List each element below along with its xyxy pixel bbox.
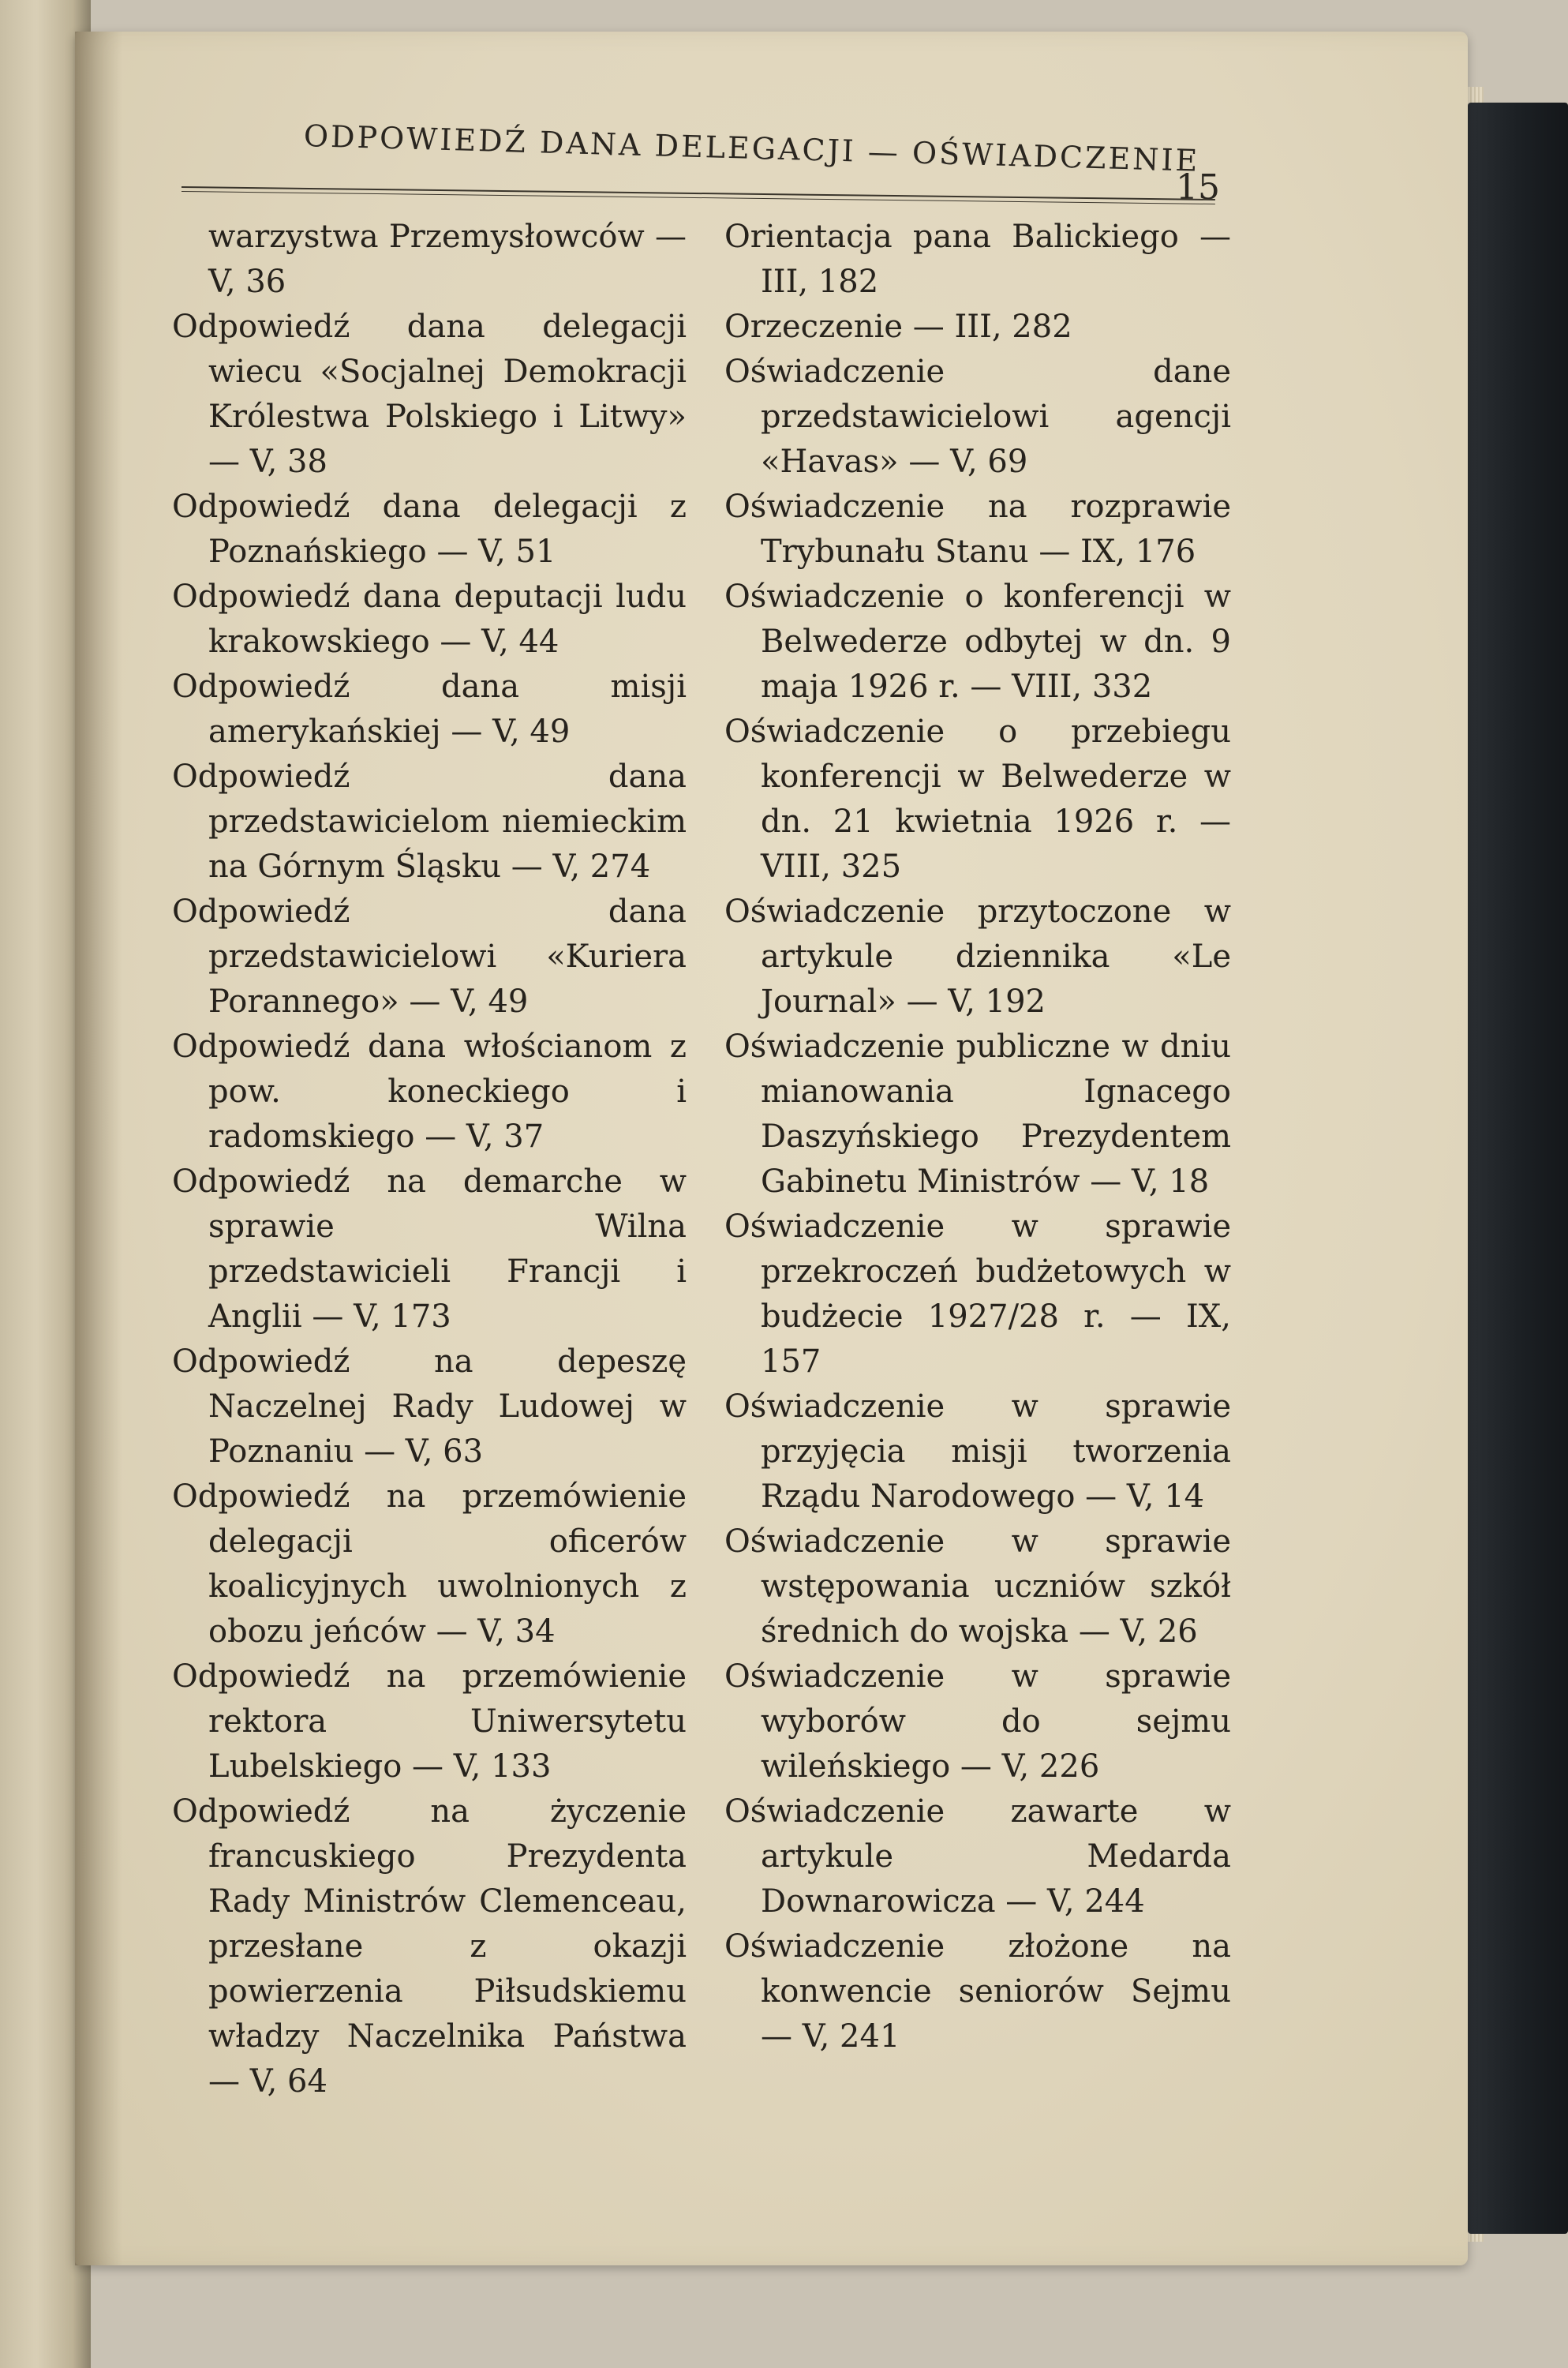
index-entry: Oświadczenie w sprawie przyjęcia misji tworzenia Rządu Narodowego — V, 14: [724, 1388, 1231, 1515]
index-entry: Odpowiedź dana deputacji ludu krakowskiego — V, 44: [172, 579, 687, 660]
index-entry: Orzeczenie — III, 282: [724, 309, 1072, 345]
running-head: ODPOWIEDŹ DANA DELEGACJI — OŚWIADCZENIE: [303, 118, 1200, 178]
index-entry: Odpowiedź na demarche w sprawie Wilna przedstawicieli Francji i Anglii — V, 173: [172, 1163, 687, 1335]
index-column-left: [172, 215, 687, 2104]
index-column-right: [724, 215, 1231, 2059]
index-entry: Odpowiedź dana delegacji z Poznańskiego — V, 51: [172, 489, 687, 570]
index-entry: Oświadczenie w sprawie przekroczeń budżetowych w budżecie 1927/28 r. — IX, 157: [724, 1208, 1231, 1380]
index-entry: Oświadczenie dane przedstawicielowi agencji «Havas» — V, 69: [724, 354, 1231, 480]
index-entry: Odpowiedź na depeszę Naczelnej Rady Ludowej w Poznaniu — V, 63: [172, 1343, 687, 1470]
index-entry: warzystwa Przemysłowców — V, 36: [208, 219, 687, 300]
index-entry: Oświadczenie w sprawie wyborów do sejmu wileńskiego — V, 226: [724, 1658, 1231, 1785]
index-entry: Oświadczenie o konferencji w Belwederze odbytej w dn. 9 maja 1926 r. — VIII, 332: [724, 579, 1231, 705]
index-entry: Odpowiedź dana przedstawicielom niemieckim na Górnym Śląsku — V, 274: [172, 759, 687, 885]
index-entry: Odpowiedź dana przedstawicielowi «Kuriera Porannego» — V, 49: [172, 894, 687, 1020]
index-entry: Oświadczenie złożone na konwencie seniorów Sejmu — V, 241: [724, 1928, 1231, 2055]
index-entry: Odpowiedź dana misji amerykańskiej — V, 49: [172, 669, 687, 750]
book-cover-board: [1468, 103, 1568, 2234]
index-entry: Oświadczenie w sprawie wstępowania uczniów szkół średnich do wojska — V, 26: [724, 1523, 1231, 1650]
index-entry: Orientacja pana Balickiego — III, 182: [724, 219, 1231, 300]
index-entry: Odpowiedź na przemówienie delegacji oficerów koalicyjnych uwolnionych z obozu jeńców — V, 34: [172, 1478, 687, 1650]
page-gutter-shadow: [75, 32, 122, 2265]
index-entry: Odpowiedź na przemówienie rektora Uniwersytetu Lubelskiego — V, 133: [172, 1658, 687, 1785]
index-entry: Odpowiedź na życzenie francuskiego Prezydenta Rady Ministrów Clemenceau, przesłane z okazji powierzenia Piłsudskiemu władzy Naczelnika Państwa — V, 64: [172, 1793, 687, 2100]
index-entry: Odpowiedź dana delegacji wiecu «Socjalnej Demokracji Królestwa Polskiego i Litwy» — V, 38: [172, 309, 687, 480]
index-entry: Odpowiedź dana włościanom z pow. koneckiego i radomskiego — V, 37: [172, 1029, 687, 1155]
index-entry: Oświadczenie przytoczone w artykule dziennika «Le Journal» — V, 192: [724, 894, 1231, 1020]
index-entry: Oświadczenie zawarte w artykule Medarda Downarowicza — V, 244: [724, 1793, 1231, 1920]
index-entry: Oświadczenie na rozprawie Trybunału Stanu — IX, 176: [724, 489, 1231, 570]
page-number: 15: [1176, 167, 1220, 208]
index-entry: Oświadczenie o przebiegu konferencji w Belwederze w dn. 21 kwietnia 1926 r. — VIII, 325: [724, 714, 1231, 885]
index-entry: Oświadczenie publiczne w dniu mianowania Ignacego Daszyńskiego Prezydentem Gabinetu Ministrów — V, 18: [724, 1029, 1231, 1200]
